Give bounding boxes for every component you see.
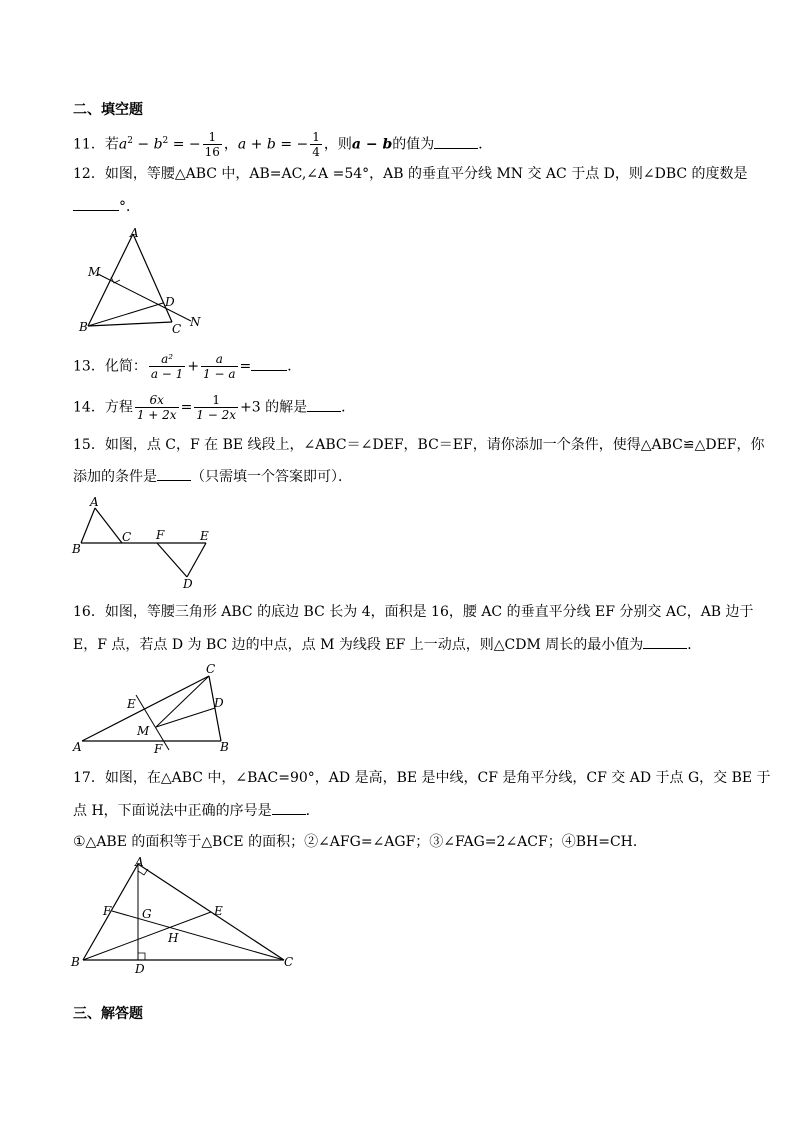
q15-answer-blank[interactable] xyxy=(157,466,191,481)
q17-label-b: B xyxy=(71,955,80,969)
q13-fraction-1 xyxy=(149,352,185,381)
q13-frac2-denominator: 1 − a xyxy=(203,367,236,381)
q15-side-de xyxy=(187,543,206,577)
q14-answer-blank[interactable] xyxy=(307,397,341,412)
q17-end: ． xyxy=(305,803,320,819)
q14-number: 14．方程 xyxy=(73,399,133,416)
q15-side-ac xyxy=(95,508,122,543)
q12-label-a: A xyxy=(130,226,139,240)
q17-label-g: G xyxy=(142,907,152,921)
q13-equals: = xyxy=(239,358,252,375)
q11-frac1-numerator: 1 xyxy=(203,130,222,145)
q12-degree-end: °． xyxy=(119,199,140,215)
q14-frac2-numerator: 1 xyxy=(194,393,238,408)
q17-figure xyxy=(66,856,306,976)
q15-label-c: C xyxy=(122,530,132,544)
q16-segment-mc xyxy=(156,676,209,727)
q15-label-f: F xyxy=(156,528,165,542)
q16-label-d: D xyxy=(214,696,224,710)
question-12-line-2 xyxy=(73,196,140,217)
section-heading-answer: 三、解答题 xyxy=(73,1006,143,1022)
q14-plus-three: +3 的解是 xyxy=(240,399,308,416)
q11-a-minus-b: a − b xyxy=(351,136,393,153)
question-15-line-1: 15．如图，点 C，F 在 BE 线段上，∠ABC＝∠DEF，BC＝EF，请你添加一个条件，使得△ABC≌△DEF，你 xyxy=(73,437,765,453)
q11-b-exp: 2 xyxy=(162,135,169,146)
q11-equals: = − xyxy=(168,136,201,153)
q11-frac2-numerator: 1 xyxy=(312,130,320,144)
q17-label-e: E xyxy=(214,904,223,918)
q14-end: ． xyxy=(341,399,356,416)
q12-label-m: M xyxy=(88,265,101,279)
q16-label-b: B xyxy=(220,740,229,754)
q16-label-a: A xyxy=(73,740,82,754)
q11-number: 11．若 xyxy=(73,136,119,153)
q12-label-b: B xyxy=(79,320,88,334)
section-heading-fill-in: 二、填空题 xyxy=(73,102,143,118)
q11-frac1-denominator: 16 xyxy=(204,145,220,159)
q11-sum: a + b xyxy=(237,136,276,153)
q11-a-exp: 2 xyxy=(127,135,133,146)
q17-answer-blank[interactable] xyxy=(272,800,306,815)
q12-answer-blank[interactable] xyxy=(73,196,119,211)
question-17-line-1: 17．如图，在△ABC 中，∠BAC=90°，AD 是高，BE 是中线，CF 是角平分线，CF 交 AD 于点 G，交 BE 于 xyxy=(73,770,771,786)
q12-label-n: N xyxy=(190,315,201,329)
q12-label-c: C xyxy=(172,322,182,336)
q16-answer-blank[interactable] xyxy=(643,634,687,649)
q15-figure xyxy=(70,492,220,592)
q16-figure xyxy=(70,660,240,755)
q11-equals-2: = − xyxy=(275,136,309,153)
q17-label-a: A xyxy=(135,856,144,869)
q17-label-d: D xyxy=(135,962,145,976)
question-17-options: ①△ABE 的面积等于△BCE 的面积；②∠AFG=∠AGF；③∠FAG=2∠ACF；④BH=CH． xyxy=(73,834,647,850)
q12-figure xyxy=(74,226,214,336)
q16-line-ef xyxy=(136,695,169,750)
q16-label-f: F xyxy=(154,742,163,755)
q15-label-a: A xyxy=(90,495,99,509)
q13-frac1-denominator: a − 1 xyxy=(150,367,184,381)
q11-then: ，则 xyxy=(323,136,352,153)
q15-label-e: E xyxy=(200,529,209,543)
q11-minus: − xyxy=(132,136,154,153)
q17-label-h: H xyxy=(168,931,179,945)
q14-fraction-2 xyxy=(194,393,238,422)
q16-label-c: C xyxy=(206,662,216,676)
q11-frac2-denominator: 4 xyxy=(312,145,320,159)
q17-label-c: C xyxy=(284,955,294,969)
q15-added-condition-label: 添加的条件是 xyxy=(73,469,157,485)
q14-frac2-denominator: 1 − 2x xyxy=(196,408,237,422)
q13-fraction-2 xyxy=(201,352,237,381)
q15-hint: （只需填一个答案即可）． xyxy=(191,469,352,485)
q11-answer-blank[interactable] xyxy=(434,134,478,149)
q11-comma: ， xyxy=(223,136,238,153)
question-12-line-1: 12．如图，等腰△ABC 中，AB=AC,∠A =54°，AB 的垂直平分线 MN 交 AC 于点 D，则∠DBC 的度数是 xyxy=(73,166,748,182)
q14-fraction-1 xyxy=(135,393,179,422)
q12-right-angle-mark xyxy=(111,277,120,283)
q14-equals: = xyxy=(180,399,193,416)
q16-label-e: E xyxy=(127,697,136,711)
q11-end: ． xyxy=(478,136,493,153)
q15-label-d: D xyxy=(183,577,193,591)
q11-fraction-1 xyxy=(203,130,222,159)
q13-frac1-numerator: a² xyxy=(149,352,185,367)
q17-label-f: F xyxy=(103,904,112,918)
q11-a: a xyxy=(118,136,128,153)
q16-question-text: E，F 点，若点 D 为 BC 边的中点，点 M 为线段 EF 上一动点，则△CDM 周长的最小值为 xyxy=(73,637,644,653)
q15-side-ab xyxy=(81,508,95,543)
q11-fraction-2 xyxy=(310,130,322,159)
q14-frac1-denominator: 1 + 2x xyxy=(136,408,177,422)
q16-label-m: M xyxy=(137,724,150,738)
q15-side-fd xyxy=(157,543,187,577)
question-16-line-1: 16．如图，等腰三角形 ABC 的底边 BC 长为 4，面积是 16，腰 AC 的垂直平分线 EF 分别交 AC，AB 边于 xyxy=(73,604,754,620)
q13-answer-blank[interactable] xyxy=(251,356,287,371)
q13-end: ． xyxy=(287,358,302,375)
question-14 xyxy=(73,393,355,422)
q15-label-b: B xyxy=(72,542,81,556)
q16-end: ． xyxy=(687,637,702,653)
q13-plus: + xyxy=(187,358,200,375)
q11-b: b xyxy=(153,136,163,153)
q14-frac1-numerator: 6x xyxy=(135,393,179,408)
question-11 xyxy=(73,130,492,159)
question-13 xyxy=(73,352,301,381)
q13-frac2-numerator: a xyxy=(201,352,237,367)
q12-label-d: D xyxy=(165,295,175,309)
q11-value-of: 的值为 xyxy=(392,136,435,153)
question-16-line-2 xyxy=(73,634,701,655)
q13-number: 13．化简： xyxy=(73,358,147,375)
question-17-line-2 xyxy=(73,800,320,821)
q17-right-angle-d xyxy=(138,953,145,960)
q16-segment-md xyxy=(156,708,215,727)
q12-line-mn xyxy=(98,274,191,321)
question-15-line-2 xyxy=(73,466,352,487)
q17-question-text: 点 H，下面说法中正确的序号是 xyxy=(73,803,272,819)
